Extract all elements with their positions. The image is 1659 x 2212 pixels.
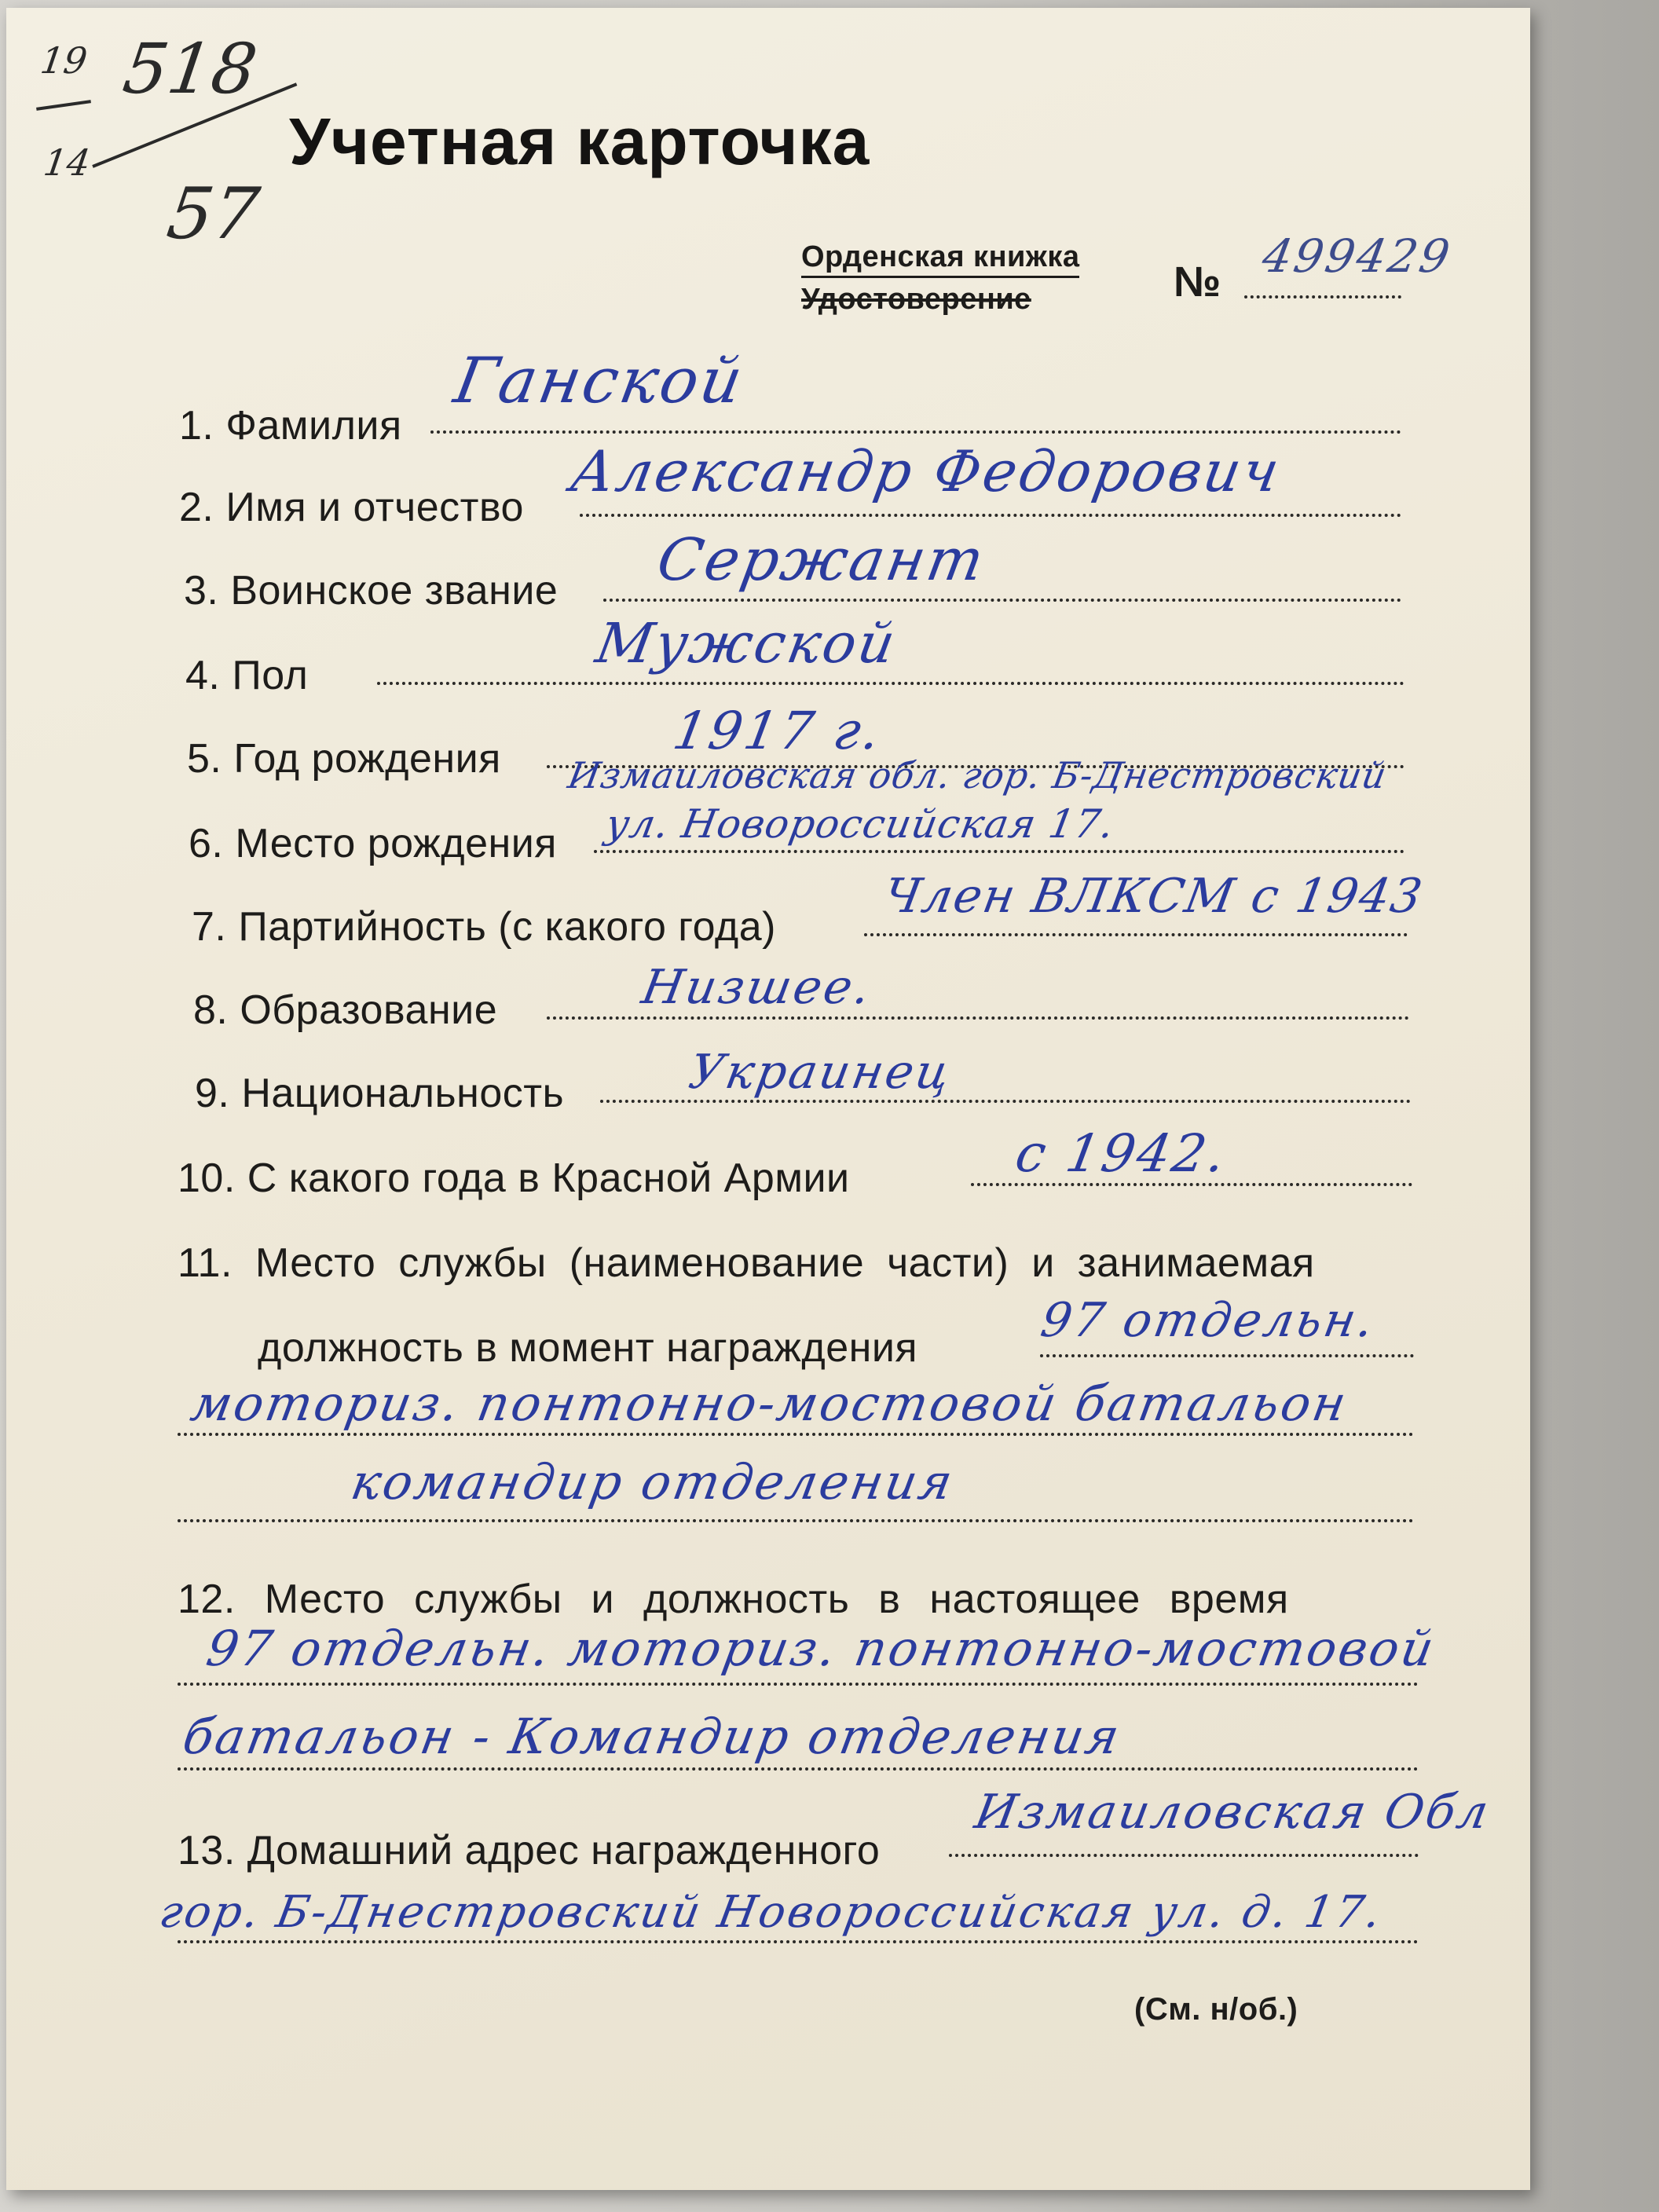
field-value-nationality: Украинец	[684, 1045, 957, 1100]
field-label-army-since: 10. С какого года в Красной Армии	[178, 1155, 850, 1201]
corner-note-fraction-line	[36, 100, 91, 111]
field-label-current-service: 12. Место службы и должность в настоящее время	[178, 1577, 1289, 1622]
field-value-surname: Ганской	[449, 344, 750, 417]
field-label-nationality: 9. Национальность	[195, 1071, 565, 1116]
field-value-service-place-line3: командир отделения	[346, 1453, 959, 1511]
card-title: Учетная карточка	[289, 104, 870, 178]
field-value-army-since: с 1942.	[1011, 1123, 1232, 1184]
field-value-current-service-line2: батальон - Командир отделения	[178, 1708, 1126, 1765]
field-line-nationality	[600, 1100, 1411, 1103]
field-label-sex: 4. Пол	[185, 653, 309, 698]
field-value-name: Александр Федорович	[566, 438, 1287, 504]
field-label-service-place: 11. Место службы (наименование части) и занимаемая	[178, 1240, 1315, 1286]
field-line-service-place-1	[1040, 1354, 1414, 1357]
field-line-sex	[377, 682, 1404, 685]
field-line-current-service-1	[178, 1683, 1419, 1686]
field-value-rank: Сержант	[652, 526, 991, 594]
field-label-home-address: 13. Домашний адрес награжденного	[178, 1828, 881, 1873]
field-label-birthplace: 6. Место рождения	[189, 821, 557, 866]
doc-type-certificate: Удостоверение	[801, 283, 1031, 316]
field-line-service-place-3	[178, 1519, 1414, 1522]
field-value-home-address: Измаиловская Обл	[970, 1785, 1495, 1840]
corner-note-c: 518	[118, 28, 262, 109]
field-label-party: 7. Партийность (с какого года)	[192, 904, 776, 950]
field-label-name: 2. Имя и отчество	[179, 485, 524, 530]
field-value-party: Член ВЛКСМ с 1943	[879, 869, 1428, 924]
field-value-current-service: 97 отдельн. моториз. понтонно-мостовой	[202, 1620, 1441, 1677]
field-value-service-place-line2: моториз. понтонно-мостовой батальон	[186, 1375, 1353, 1432]
field-line-party	[864, 933, 1408, 936]
field-label-surname: 1. Фамилия	[179, 403, 402, 449]
field-label-education: 8. Образование	[193, 987, 498, 1033]
field-value-service-place: 97 отдельн.	[1036, 1293, 1380, 1348]
corner-note-b: 14	[41, 141, 93, 184]
corner-note-a: 19	[38, 39, 90, 82]
field-line-name	[580, 514, 1401, 517]
field-value-birth-year: 1917 г.	[668, 701, 888, 761]
field-value-birthplace-line2: ул. Новороссийская 17.	[602, 801, 1119, 847]
field-line-education	[547, 1016, 1409, 1020]
field-line-home-address-1	[949, 1854, 1419, 1857]
number-label: №	[1174, 258, 1221, 306]
number-line	[1244, 295, 1401, 298]
field-line-service-place-2	[178, 1433, 1414, 1436]
field-line-surname	[430, 430, 1401, 434]
doc-type-order-book: Орденская книжка	[801, 240, 1079, 278]
field-value-sex: Мужской	[591, 611, 903, 676]
field-line-current-service-2	[178, 1767, 1419, 1771]
footer-see-reverse: (См. н/об.)	[1134, 1992, 1298, 2027]
number-value: 499429	[1258, 229, 1456, 283]
field-label-rank: 3. Воинское звание	[184, 568, 558, 613]
field-line-home-address-2	[178, 1940, 1419, 1943]
field-value-home-address-line2: гор. Б-Днестровский Новороссийская ул. д. 17.	[156, 1887, 1387, 1938]
field-label-birth-year: 5. Год рождения	[187, 736, 501, 782]
field-value-education: Низшее.	[637, 960, 877, 1015]
record-card	[6, 8, 1530, 2190]
corner-note-d: 57	[162, 173, 264, 255]
field-label-service-place-line2: должность в момент награждения	[258, 1325, 918, 1371]
field-value-birthplace: Измаиловская обл. гор. Б-Днестровский	[565, 754, 1390, 797]
field-line-birthplace	[594, 850, 1404, 853]
field-line-rank	[603, 599, 1401, 602]
